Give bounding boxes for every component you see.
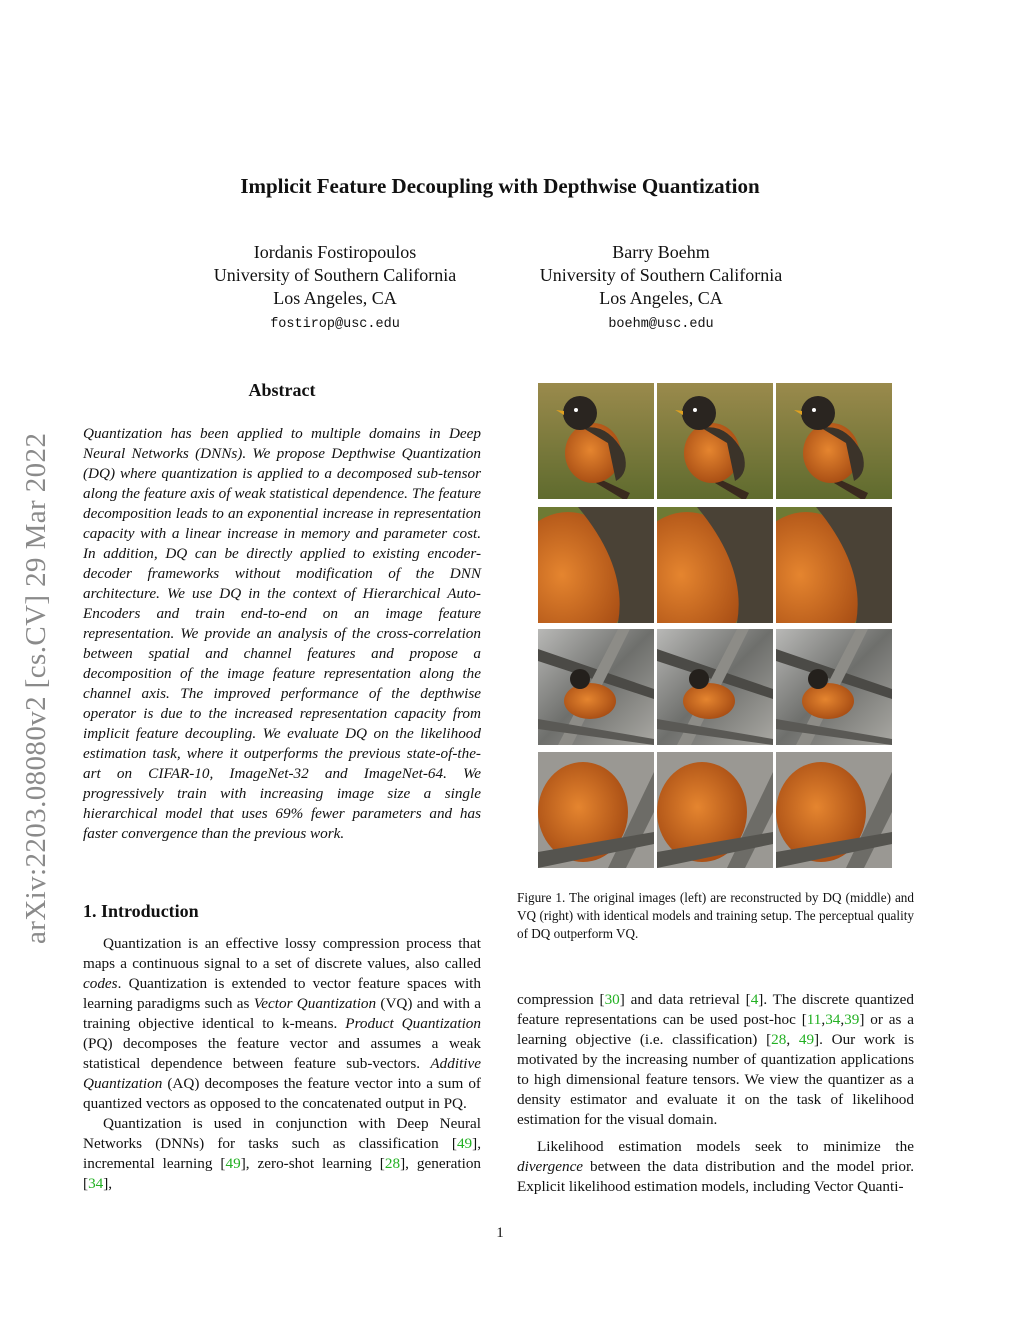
author-name: Barry Boehm bbox=[612, 242, 710, 262]
image-original-branches bbox=[538, 629, 654, 745]
author-block-1 bbox=[185, 241, 485, 336]
image-vq-branches-zoom bbox=[776, 752, 892, 868]
citation-link[interactable]: 49 bbox=[798, 1031, 815, 1048]
intro-paragraph-1: Quantization is an effective lossy compression process that maps a continuous signal to a set of discrete values, also called codes. Quantization is extended to vector feature spaces with learning paradigms such as Vector Quantization (VQ) and with a training objective identical to k-means. Product Quantization (PQ) decomposes the feature vector and assumes a weak statistical dependence between feature sub-vectors. Additive Quantization (AQ) decomposes the feature vector into a sum of quantized vectors as opposed to the concatenated output in PQ. bbox=[83, 935, 481, 1112]
image-original-bird bbox=[538, 383, 654, 499]
citation-link[interactable]: 30 bbox=[604, 991, 620, 1008]
citation-link[interactable]: 34 bbox=[825, 1011, 841, 1028]
citation-link[interactable]: 11 bbox=[806, 1011, 822, 1028]
image-dq-branches bbox=[657, 629, 773, 745]
intro-heading: 1. Introduction bbox=[83, 901, 199, 921]
intro-paragraph-2: Quantization is used in conjunction with Deep Neural Networks (DNNs) for tasks such as classification [49], incremental learning [49], zero-shot learning [28], generation [34], bbox=[83, 1115, 482, 1192]
image-dq-bird bbox=[657, 383, 773, 499]
intro-column bbox=[83, 934, 481, 1194]
arxiv-stamp: arXiv:2203.08080v2 [cs.CV] 29 Mar 2022 bbox=[20, 432, 52, 944]
author-email[interactable]: fostirop@usc.edu bbox=[270, 317, 400, 332]
author-email[interactable]: boehm@usc.edu bbox=[608, 317, 714, 332]
citation-link[interactable]: 28 bbox=[384, 1155, 401, 1172]
figure-caption: Figure 1. The original images (left) are reconstructed by DQ (middle) and VQ (right) with identical models and training setup. The perceptual quality of DQ outperform VQ. bbox=[517, 890, 914, 941]
right-column bbox=[517, 990, 914, 1197]
author-affiliation: University of Southern California bbox=[539, 265, 783, 285]
citation-link[interactable]: 39 bbox=[844, 1011, 860, 1028]
image-dq-branches-zoom bbox=[657, 752, 773, 868]
abstract-text: Quantization has been applied to multiple domains in Deep Neural Networks (DNNs). We propose Depthwise Quantization (DQ) where quantization is applied to a decomposed sub-tensor along the feature axis of weak statistical dependence. The feature decomposition leads to an exponential increase in representation capacity with a linear increase in memory and parameter cost. In addition, DQ can be directly applied to existing encoder-decoder frameworks without modification of the DNN architecture. We use DQ in the context of Hierarchical Auto-Encoders and train end-to-end on an image feature representation. We provide an analysis of the cross-correlation between spatial and channel features and propose a decomposition of the image feature representation along the channel axis. The improved performance of the depthwise operator is due to the increased representation capacity from implicit feature decoupling. We evaluate DQ on the likelihood estimation task, where it outperforms the previous state-of-the-art on CIFAR-10, ImageNet-32 and ImageNet-64. We progressively train with increasing image size a single hierarchical model that uses 69% fewer parameters and has faster convergence than the previous work. bbox=[83, 425, 481, 842]
author-block-2 bbox=[511, 241, 811, 336]
figure-1 bbox=[538, 383, 892, 870]
abstract-heading: Abstract bbox=[248, 380, 316, 400]
image-dq-zoom bbox=[657, 507, 773, 623]
citation-link[interactable]: 34 bbox=[88, 1175, 104, 1192]
page-number: 1 bbox=[496, 1225, 504, 1241]
right-paragraph-2: Likelihood estimation models seek to minimize the divergence between the data distribution and the model prior. Explicit likelihood estimation models, including Vector Quanti- bbox=[517, 1138, 914, 1195]
citation-link[interactable]: 49 bbox=[225, 1155, 241, 1172]
author-affiliation: University of Southern California bbox=[213, 265, 457, 285]
paper-title: Implicit Feature Decoupling with Depthwise Quantization bbox=[240, 174, 760, 198]
citation-link[interactable]: 28 bbox=[771, 1031, 787, 1048]
author-location: Los Angeles, CA bbox=[273, 288, 397, 308]
image-vq-branches bbox=[776, 629, 892, 745]
author-name: Iordanis Fostiropoulos bbox=[253, 242, 417, 262]
author-location: Los Angeles, CA bbox=[599, 288, 723, 308]
image-vq-bird bbox=[776, 383, 892, 499]
citation-link[interactable]: 4 bbox=[750, 991, 759, 1008]
image-original-zoom bbox=[538, 507, 654, 623]
image-original-branches-zoom bbox=[538, 752, 654, 868]
image-vq-zoom bbox=[776, 507, 892, 623]
right-paragraph-1: compression [30] and data retrieval [4]. The discrete quantized feature representations can be used post-hoc [11,34,39] or as a learning objective (i.e. classification) [28, 49]. Our work is motivated by the increasing number of quantization applications to high dimensional feature tensors. We view the quantizer as a density estimator and evaluate it on the task of likelihood estimation for the visual domain. bbox=[517, 991, 914, 1128]
citation-link[interactable]: 49 bbox=[456, 1135, 473, 1152]
